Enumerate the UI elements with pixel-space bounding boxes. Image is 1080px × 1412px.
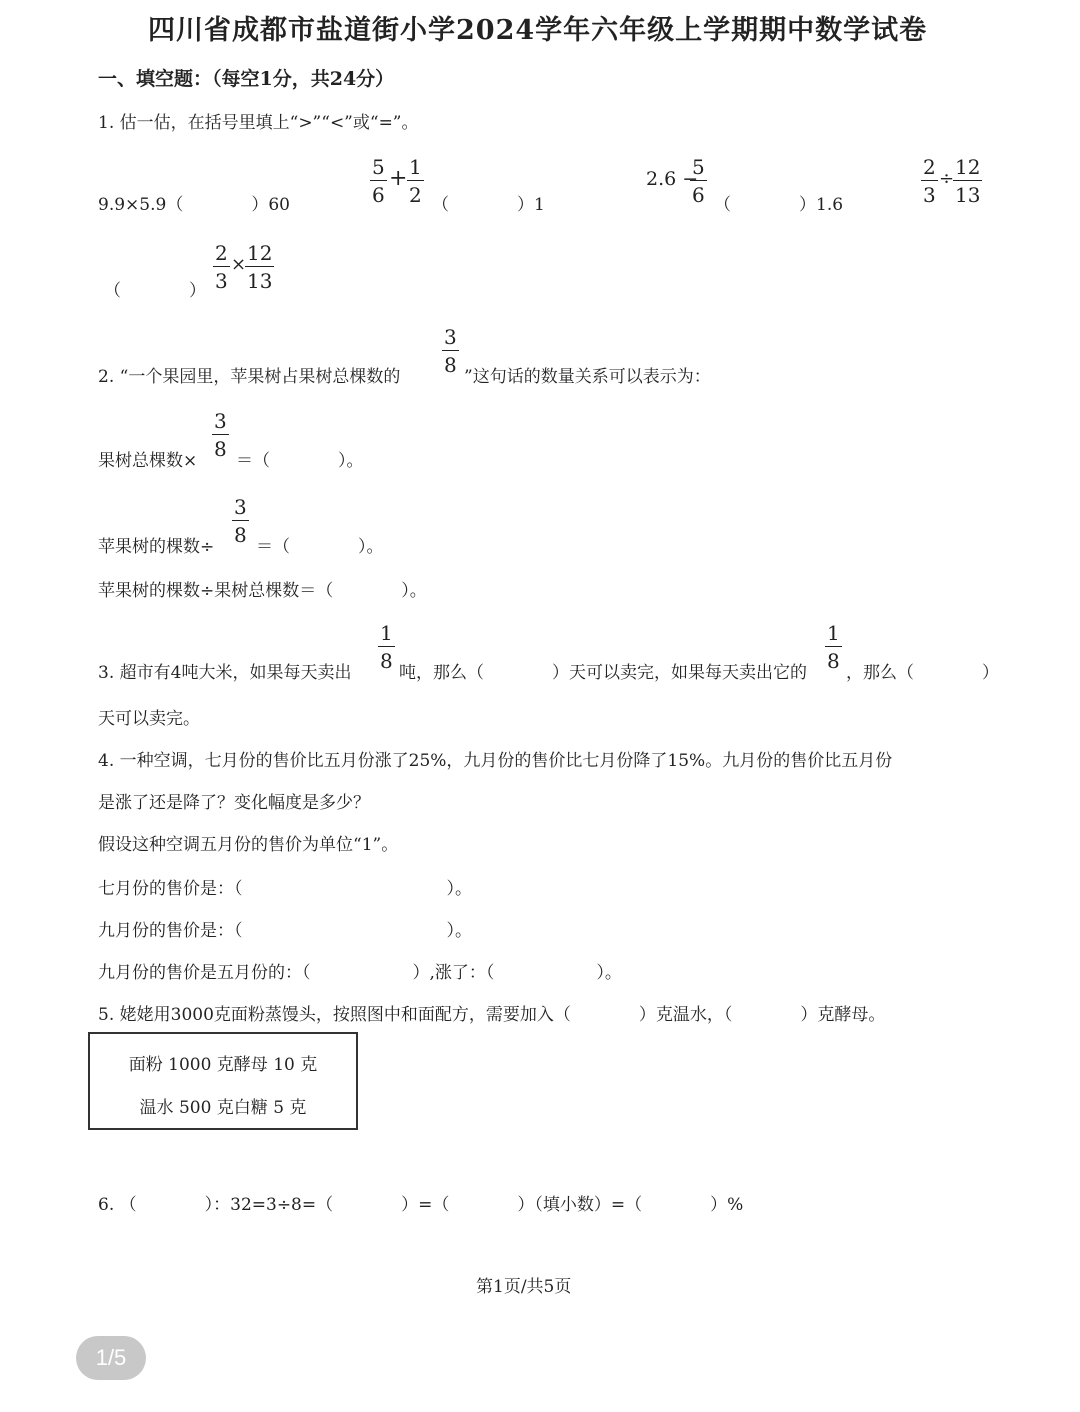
denominator: 3 (215, 269, 228, 293)
fraction (690, 156, 707, 206)
numerator: 12 (955, 155, 981, 179)
q2-line-1-end: ＝（ ）。 (236, 451, 364, 471)
numerator: 3 (444, 325, 457, 349)
fraction (921, 156, 938, 206)
question-3-part-1: 3. 超市有4吨大米，如果每天卖出 (98, 663, 352, 683)
denominator: 6 (692, 183, 705, 207)
operator: + (389, 166, 408, 191)
question-2-prompt-end: ”这句话的数量关系可以表示为： (464, 367, 711, 387)
question-6: 6. （ ）：32=3÷8=（ ）=（ ）（填小数）=（ ）% (98, 1195, 744, 1215)
question-3-part-3: ，那么（ ） (846, 663, 999, 683)
fraction (213, 242, 230, 292)
question-4-line-3: 假设这种空调五月份的售价为单位“1”。 (98, 835, 399, 855)
question-4-line-2: 是涨了还是降了？变化幅度是多少？ (98, 793, 370, 813)
denominator: 6 (372, 183, 385, 207)
q2-line-2-start: 苹果树的棵数÷ (98, 537, 215, 557)
question-4-line-5: 九月份的售价是：（ ）。 (98, 921, 472, 941)
numerator: 2 (923, 155, 936, 179)
recipe-line-2: 温水 500 克白糖 5 克 (139, 1098, 307, 1118)
question-2-prompt-start: 2. “一个果园里，苹果树占果树总棵数的 (98, 367, 401, 387)
page-indicator[interactable]: 1/5 (76, 1336, 146, 1380)
q2-line-3: 苹果树的棵数÷果树总棵数＝（ ）。 (98, 581, 427, 601)
denominator: 8 (380, 649, 393, 673)
numerator: 5 (692, 155, 705, 179)
numerator: 3 (234, 495, 247, 519)
denominator: 8 (827, 649, 840, 673)
denominator: 2 (409, 183, 422, 207)
comparison-blank: （ ）1 (432, 195, 545, 215)
denominator: 13 (955, 183, 981, 207)
page-footer: 第1页/共5页 (476, 1277, 572, 1297)
q1-expression-1: 9.9×5.9（ ）60 (98, 195, 290, 215)
page-title: 四川省成都市盐道街小学2024学年六年级上学期期中数学试卷 (148, 15, 928, 46)
section-heading: 一、填空题：（每空1分，共24分） (98, 68, 395, 90)
comparison-blank: （ ）1.6 (714, 195, 844, 215)
fraction (825, 622, 842, 672)
question-1-prompt: 1. 估一估，在括号里填上“>”“<”或“=”。 (98, 113, 419, 133)
numerator: 5 (372, 155, 385, 179)
fraction (378, 622, 395, 672)
recipe-box (88, 1032, 358, 1130)
question-4-line-4: 七月份的售价是：（ ）。 (98, 879, 472, 899)
question-5-prompt: 5. 姥姥用3000克面粉蒸馒头，按照图中和面配方，需要加入（ ）克温水，（ ）克酵母。 (98, 1005, 886, 1025)
operator: ÷ (939, 168, 955, 189)
numerator: 1 (409, 155, 422, 179)
operator: × (231, 254, 247, 275)
fraction (245, 242, 274, 292)
question-4-line-6: 九月份的售价是五月份的：（ ）,涨了：（ ）。 (98, 963, 622, 983)
recipe-line-1: 面粉 1000 克酵母 10 克 (128, 1055, 318, 1075)
fraction (407, 156, 424, 206)
denominator: 3 (923, 183, 936, 207)
numerator: 2 (215, 241, 228, 265)
operand: 2.6 − (646, 168, 699, 190)
fraction (442, 326, 459, 376)
fraction (232, 496, 249, 546)
q2-line-1-start: 果树总棵数× (98, 451, 198, 471)
comparison-blank: （ ） (104, 281, 206, 301)
q2-line-2-end: ＝（ ）。 (256, 537, 384, 557)
denominator: 8 (214, 437, 227, 461)
question-4-line-1: 4. 一种空调，七月份的售价比五月份涨了25%，九月份的售价比七月份降了15%。九月份的售价比五月份 (98, 751, 893, 771)
numerator: 12 (247, 241, 273, 265)
denominator: 8 (234, 523, 247, 547)
question-3-line-2: 天可以卖完。 (98, 709, 200, 729)
numerator: 3 (214, 409, 227, 433)
denominator: 8 (444, 353, 457, 377)
fraction (370, 156, 387, 206)
numerator: 1 (827, 621, 840, 645)
fraction (953, 156, 982, 206)
fraction (212, 410, 229, 460)
numerator: 1 (380, 621, 393, 645)
question-3-part-2: 吨，那么（ ）天可以卖完，如果每天卖出它的 (399, 663, 807, 683)
denominator: 13 (247, 269, 273, 293)
